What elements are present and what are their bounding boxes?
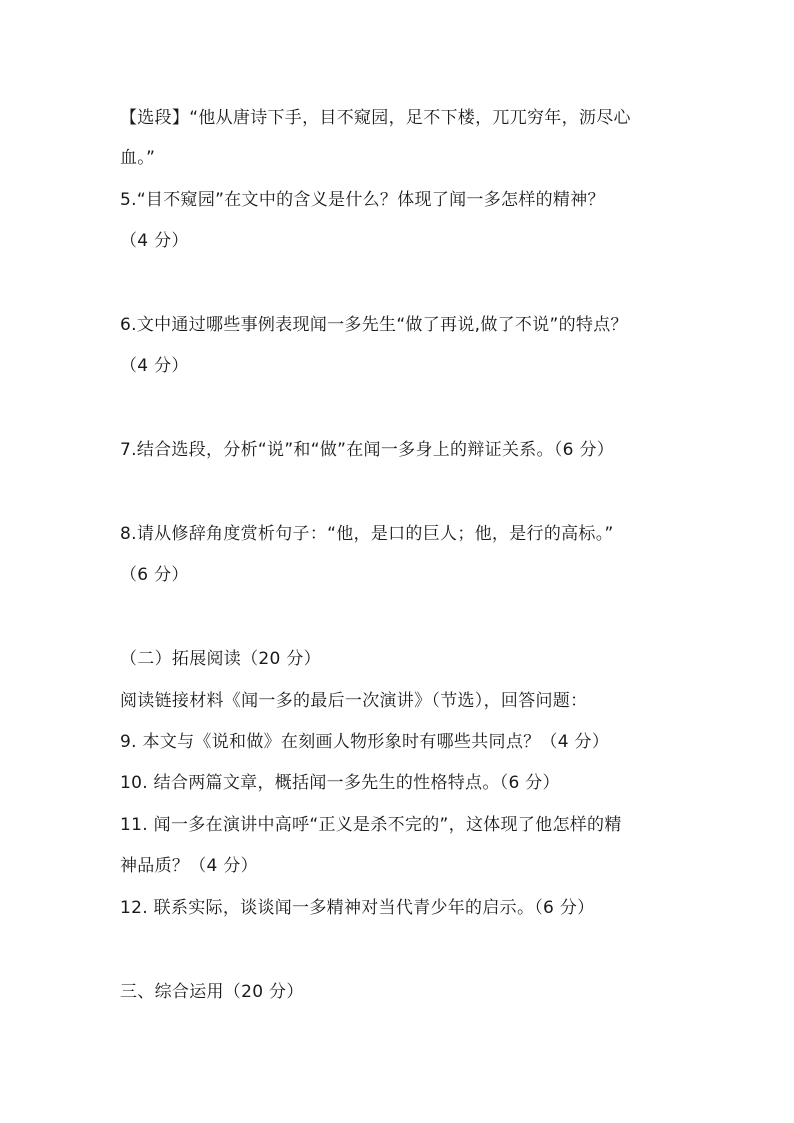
question-5-score: （4 分） bbox=[120, 231, 189, 251]
question-8-score: （6 分） bbox=[120, 565, 189, 585]
question-6-score: （4 分） bbox=[120, 356, 189, 376]
question-11-cont: 神品质？（4 分） bbox=[120, 856, 258, 876]
section-extended-reading: （二）拓展阅读（20 分） bbox=[120, 649, 321, 669]
question-9: 9. 本文与《说和做》在刻画人物形象时有哪些共同点？（4 分） bbox=[120, 732, 610, 752]
section-comprehensive-use: 三、综合运用（20 分） bbox=[120, 982, 304, 1002]
question-11: 11. 闻一多在演讲中高呼“正义是杀不完的”，这体现了他怎样的精 bbox=[120, 815, 622, 835]
reading-instruction: 阅读链接材料《闻一多的最后一次演讲》（节选），回答问题： bbox=[120, 691, 588, 711]
question-5: 5.“目不窥园”在文中的含义是什么？体现了闻一多怎样的精神？ bbox=[120, 190, 605, 210]
excerpt-line-2: 血。” bbox=[120, 148, 156, 168]
question-10: 10. 结合两篇文章，概括闻一多先生的性格特点。（6 分） bbox=[120, 773, 560, 793]
question-6: 6.文中通过哪些事例表现闻一多先生“做了再说,做了不说”的特点？ bbox=[120, 315, 628, 335]
question-7: 7.结合选段，分析“说”和“做”在闻一多身上的辩证关系。（6 分） bbox=[120, 440, 615, 460]
question-8: 8.请从修辞角度赏析句子：“他，是口的巨人；他，是行的高标。” bbox=[120, 524, 614, 544]
question-12: 12. 联系实际，谈谈闻一多精神对当代青少年的启示。（6 分） bbox=[120, 898, 595, 918]
excerpt-line-1: 【选段】“他从唐诗下手，目不窥园，足不下楼，兀兀穷年，沥尽心 bbox=[120, 108, 631, 128]
